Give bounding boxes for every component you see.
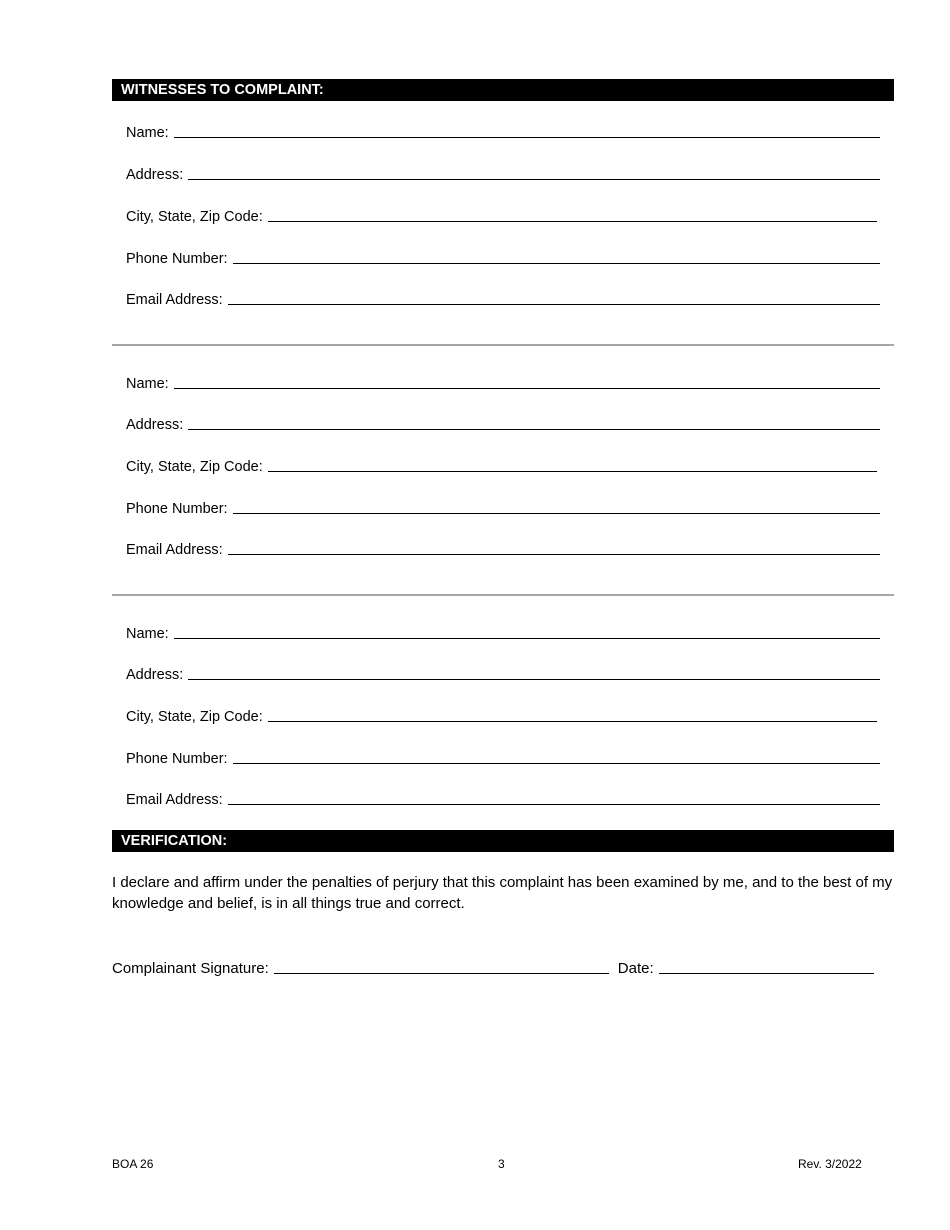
address-input-line[interactable]	[188, 178, 880, 180]
phone-input-line[interactable]	[233, 262, 880, 264]
address-input-line[interactable]	[188, 428, 880, 430]
address-label: Address:	[126, 667, 184, 683]
witness-3-city-field[interactable]	[126, 704, 877, 726]
verification-section-header: VERIFICATION:	[112, 830, 894, 852]
phone-input-line[interactable]	[233, 512, 880, 514]
page-number: 3	[498, 1157, 505, 1171]
email-input-line[interactable]	[228, 553, 880, 555]
name-input-line[interactable]	[174, 637, 880, 639]
address-input-line[interactable]	[188, 678, 880, 680]
phone-input-line[interactable]	[233, 762, 880, 764]
witness-3-name-field[interactable]	[126, 621, 880, 643]
phone-label: Phone Number:	[126, 751, 228, 767]
city-state-zip-input-line[interactable]	[268, 470, 877, 472]
witness-1-city-field[interactable]	[126, 204, 877, 226]
witness-separator	[112, 594, 894, 596]
city-state-zip-input-line[interactable]	[268, 220, 877, 222]
address-label: Address:	[126, 417, 184, 433]
name-label: Name:	[126, 626, 169, 642]
verification-statement: I declare and affirm under the penalties of perjury that this complaint has been examined by me, and to the best of my knowledge and belief, is in all things true and correct.	[112, 874, 893, 912]
signature-label: Complainant Signature:	[112, 960, 269, 977]
name-label: Name:	[126, 125, 169, 141]
phone-label: Phone Number:	[126, 501, 228, 517]
city-state-zip-label: City, State, Zip Code:	[126, 209, 263, 225]
witnesses-section-header: WITNESSES TO COMPLAINT:	[112, 79, 894, 101]
date-label: Date:	[617, 960, 654, 977]
signature-row	[112, 956, 882, 978]
address-label: Address:	[126, 167, 184, 183]
email-input-line[interactable]	[228, 303, 880, 305]
form-id: BOA 26	[112, 1157, 154, 1171]
phone-label: Phone Number:	[126, 251, 228, 267]
witness-2-name-field[interactable]	[126, 371, 880, 393]
name-input-line[interactable]	[174, 387, 880, 389]
revision-date: Rev. 3/2022	[798, 1157, 862, 1171]
date-input-line[interactable]	[659, 972, 874, 974]
witness-1-name-field[interactable]	[126, 120, 880, 142]
witness-3-address-field[interactable]	[126, 662, 880, 684]
witness-2-email-field[interactable]	[126, 537, 880, 559]
city-state-zip-label: City, State, Zip Code:	[126, 709, 263, 725]
witness-1-address-field[interactable]	[126, 162, 880, 184]
signature-input-line[interactable]	[274, 972, 609, 974]
witness-3-phone-field[interactable]	[126, 746, 880, 768]
city-state-zip-label: City, State, Zip Code:	[126, 459, 263, 475]
email-label: Email Address:	[126, 292, 223, 308]
witness-1-email-field[interactable]	[126, 287, 880, 309]
witness-2-city-field[interactable]	[126, 454, 877, 476]
city-state-zip-input-line[interactable]	[268, 720, 877, 722]
witness-2-phone-field[interactable]	[126, 496, 880, 518]
email-label: Email Address:	[126, 792, 223, 808]
name-input-line[interactable]	[174, 136, 880, 138]
witness-separator	[112, 344, 894, 346]
email-input-line[interactable]	[228, 803, 880, 805]
witness-2-address-field[interactable]	[126, 412, 880, 434]
witness-3-email-field[interactable]	[126, 787, 880, 809]
witness-1-phone-field[interactable]	[126, 246, 880, 268]
name-label: Name:	[126, 376, 169, 392]
email-label: Email Address:	[126, 542, 223, 558]
